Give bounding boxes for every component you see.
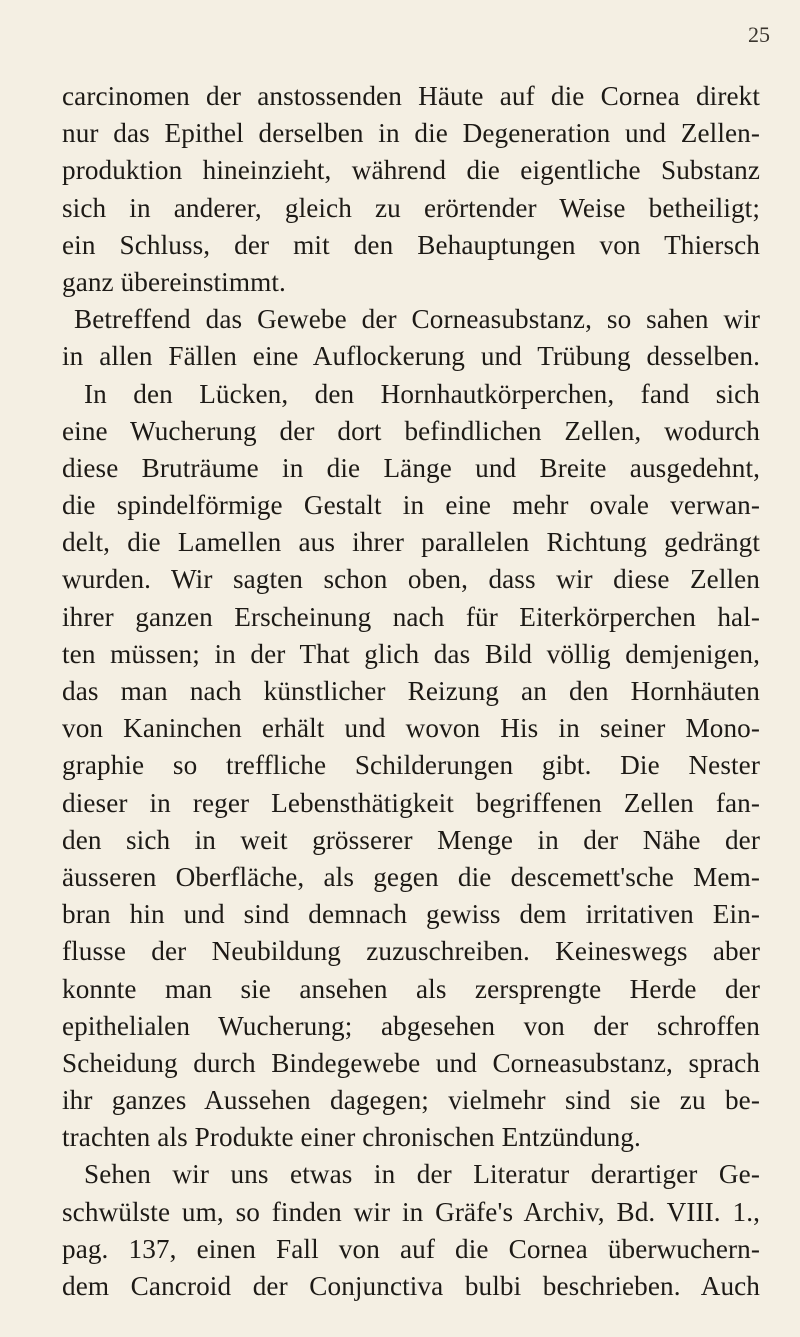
text-line: das man nach künstlicher Reizung an den Hornhäuten [62, 676, 760, 706]
text-line: In den Lücken, den Hornhautkörperchen, fand sich [84, 378, 760, 409]
text-line: dem Cancroid der Conjunctiva bulbi beschrieben. Auch [62, 1271, 760, 1301]
text-line: ein Schluss, der mit den Behauptungen von Thiersch [62, 229, 760, 260]
text-line: graphie so treffliche Schilderungen gibt. Die Nester [62, 750, 760, 781]
text-line: Scheidung durch Bindegewebe und Corneasubstanz, sprach [62, 1047, 760, 1078]
text-line: in allen Fällen eine Auflockerung und Trübung desselben. [62, 341, 760, 372]
text-line: die spindelförmige Gestalt in eine mehr ovale verwan- [62, 490, 760, 521]
text-line: carcinomen der anstossenden Häute auf die Cornea direkt [62, 81, 760, 111]
text-line: produktion hineinzieht, während die eigentliche Substanz [62, 155, 760, 186]
text-line: trachten als Produkte einer chronischen Entzündung. [62, 1122, 641, 1153]
text-line: sich in anderer, gleich zu erörtender Weise betheiligt; [62, 192, 760, 223]
text-line: dieser in reger Lebensthätigkeit begriffenen Zellen fan- [62, 787, 760, 818]
text-line: ihrer ganzen Erscheinung nach für Eiterkörperchen hal- [62, 601, 760, 632]
text-line: bran hin und sind demnach gewiss dem irritativen Ein- [62, 899, 760, 930]
text-line: ganz übereinstimmt. [62, 266, 286, 297]
text-line: ten müssen; in der That glich das Bild völlig demjenigen, [62, 638, 760, 669]
text-line: flusse der Neubildung zuzuschreiben. Keineswegs aber [62, 936, 760, 967]
text-line: eine Wucherung der dort befindlichen Zellen, wodurch [62, 415, 760, 446]
text-line: den sich in weit grösserer Menge in der Nähe der [62, 824, 760, 855]
text-line: Betreffend das Gewebe der Corneasubstanz, so sahen wir [74, 304, 760, 335]
text-line: Sehen wir uns etwas in der Literatur derartiger Ge- [84, 1159, 760, 1190]
text-line: wurden. Wir sagten schon oben, dass wir diese Zellen [62, 564, 760, 595]
text-line: äusseren Oberfläche, als gegen die descemett'sche Mem- [62, 861, 760, 892]
text-line: nur das Epithel derselben in die Degeneration und Zellen- [62, 118, 760, 149]
text-line: schwülste um, so finden wir in Gräfe's Archiv, Bd. VIII. 1., [62, 1196, 760, 1227]
text-line: ihr ganzes Aussehen dagegen; vielmehr sind sie zu be- [62, 1085, 760, 1116]
text-line: delt, die Lamellen aus ihrer parallelen Richtung gedrängt [62, 527, 760, 558]
page-number: 25 [748, 22, 770, 47]
text-line: konnte man sie ansehen als zersprengte Herde der [62, 973, 760, 1004]
body-text [62, 78, 760, 1305]
text-line: pag. 137, einen Fall von auf die Cornea überwuchern- [62, 1233, 760, 1264]
text-line: epithelialen Wucherung; abgesehen von der schroffen [62, 1010, 760, 1041]
text-line: diese Bruträume in die Länge und Breite ausgedehnt, [62, 452, 760, 483]
text-line: von Kaninchen erhält und wovon His in seiner Mono- [62, 713, 760, 744]
